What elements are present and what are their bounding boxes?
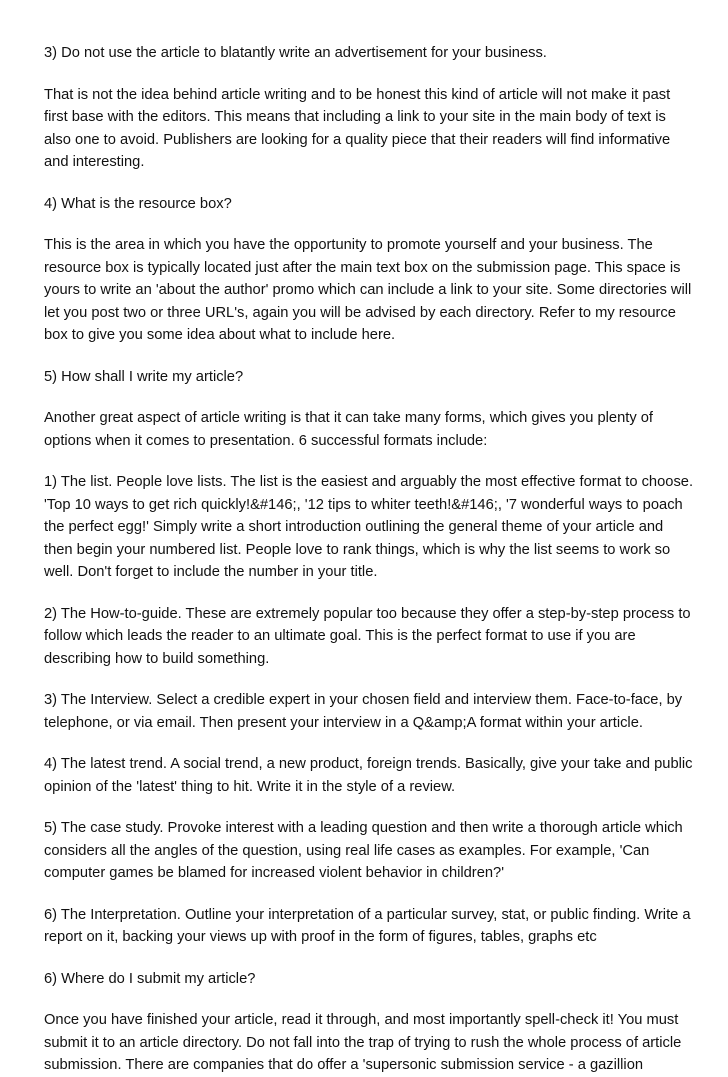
document-page	[44, 42, 694, 1077]
paragraph-formats-intro: Another great aspect of article writing is that it can take many forms, which gives you plenty of options when it comes to presentation. 6 successful formats include:	[44, 410, 654, 449]
heading-4-resource-box: 4) What is the resource box?	[44, 195, 232, 212]
heading-5-how-to-write: 5) How shall I write my article?	[44, 368, 244, 385]
paragraph-submission: Once you have finished your article, read it through, and most importantly spell-check it! You must submit it to an article directory. Do not fall into the trap of trying to rush the whole process of article submission. There are companies that do offer a 'supersonic submission service - a gazillion	[44, 1012, 682, 1073]
paragraph-format-interpretation: 6) The Interpretation. Outline your interpretation of a particular survey, stat, or public finding. Write a report on it, backing your views up with proof in the form of figures, tables, graphs etc	[44, 906, 691, 945]
paragraph-format-case-study: 5) The case study. Provoke interest with a leading question and then write a thorough article which considers all the angles of the question, using real life cases as examples. For example, 'Can computer games be blamed for increased violent behavior in children?'	[44, 820, 683, 881]
paragraph-article-writing-idea: That is not the idea behind article writing and to be honest this kind of article will not make it past first base with the editors. This means that including a link to your site in the main body of text is also one to avoid. Publishers are looking for a quality piece that their readers will find informative and interesting.	[44, 86, 671, 170]
paragraph-format-how-to-guide: 2) The How-to-guide. These are extremely popular too because they offer a step-by-step process to follow which leads the reader to an ultimate goal. This is the perfect format to use if you are describing how to build something.	[44, 605, 691, 667]
paragraph-format-latest-trend: 4) The latest trend. A social trend, a new product, foreign trends. Basically, give your take and public opinion of the 'latest' thing to hit. Write it in the style of a review.	[44, 756, 693, 795]
paragraph-format-interview: 3) The Interview. Select a credible expert in your chosen field and interview them. Face-to-face, by telephone, or via email. Then present your interview in a Q&amp;A format within your article.	[44, 692, 683, 731]
heading-6-where-to-submit: 6) Where do I submit my article?	[44, 970, 256, 987]
paragraph-format-list: 1) The list. People love lists. The list is the easiest and arguably the most effective format to choose. 'Top 10 ways to get rich quickly!&#146;, '12 tips to whiter teeth!&#146;, '7 wonderful ways to poach the perfect egg!' Simply write a short introduction outlining the general theme of your article and then begin your numbered list. People love to rank things, which is why the list seems to work so well. Don't forget to include the number in your title.	[44, 474, 694, 580]
paragraph-resource-box: This is the area in which you have the opportunity to promote yourself and your business. The resource box is typically located just after the main text box on the submission page. This space is yours to write an 'about the author' promo which can include a link to your site. Some directories will let you post two or three URL's, again you will be advised by each directory. Refer to my resource box to give you some idea about what to include here.	[44, 237, 692, 343]
heading-3-no-advertisement: 3) Do not use the article to blatantly write an advertisement for your business.	[44, 45, 547, 61]
